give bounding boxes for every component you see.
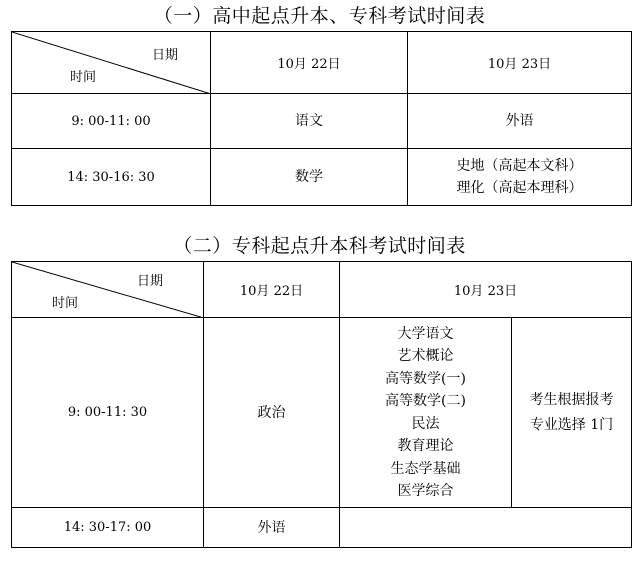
subject-line: 高等数学(二) [385,393,466,409]
subject-list-cell [340,318,512,508]
date-header-label: 日期 [136,274,163,289]
subject-line: 理化（高起本理科） [456,180,583,196]
subject-line: 大学语文 [397,325,454,342]
time-slot: 14: 30-17: 00 [12,508,204,548]
diagonal-divider [12,32,211,94]
date-header-label: 日期 [151,48,178,63]
subject-cell: 外语 [204,508,340,548]
day2-header: 10月 23日 [408,32,632,94]
table1-title: （一）高中起点升本、专科考试时间表 [153,5,486,27]
exam-schedule-table-2 [11,261,632,548]
subject-line: 高等数学(一) [385,370,466,387]
exam-schedule-table-1 [11,31,632,206]
subject-cell: 政治 [204,318,340,508]
subject-line: 生态学基础 [390,460,461,477]
day2-header: 10月 23日 [340,262,632,318]
subject-cell [408,149,632,206]
diagonal-header-cell [12,262,204,318]
subject-cell: 外语 [408,94,632,149]
day1-header: 10月 22日 [204,262,340,318]
empty-cell [340,508,632,548]
diagonal-header-cell [12,32,211,94]
diagonal-divider [12,262,204,318]
subject-line: 教育理论 [397,438,454,454]
time-slot: 9: 00-11: 30 [12,318,204,508]
note-line: 考生根据报考 [529,391,614,408]
subject-cell: 语文 [211,94,408,149]
subject-line: 民法 [411,415,440,432]
time-header-label: 时间 [70,70,97,85]
note-line: 专业选择 1门 [529,416,614,433]
time-header-label: 时间 [52,296,79,311]
subject-line: 艺术概论 [397,348,454,364]
table2-title: （二）专科起点升本科考试时间表 [173,235,466,257]
selection-note-cell [512,318,632,508]
time-slot: 9: 00-11: 00 [12,94,211,149]
subject-line: 史地（高起本文科） [456,158,583,174]
day1-header: 10月 22日 [211,32,408,94]
time-slot: 14: 30-16: 30 [12,149,211,206]
subject-cell: 数学 [211,149,408,206]
subject-line: 医学综合 [397,483,454,499]
